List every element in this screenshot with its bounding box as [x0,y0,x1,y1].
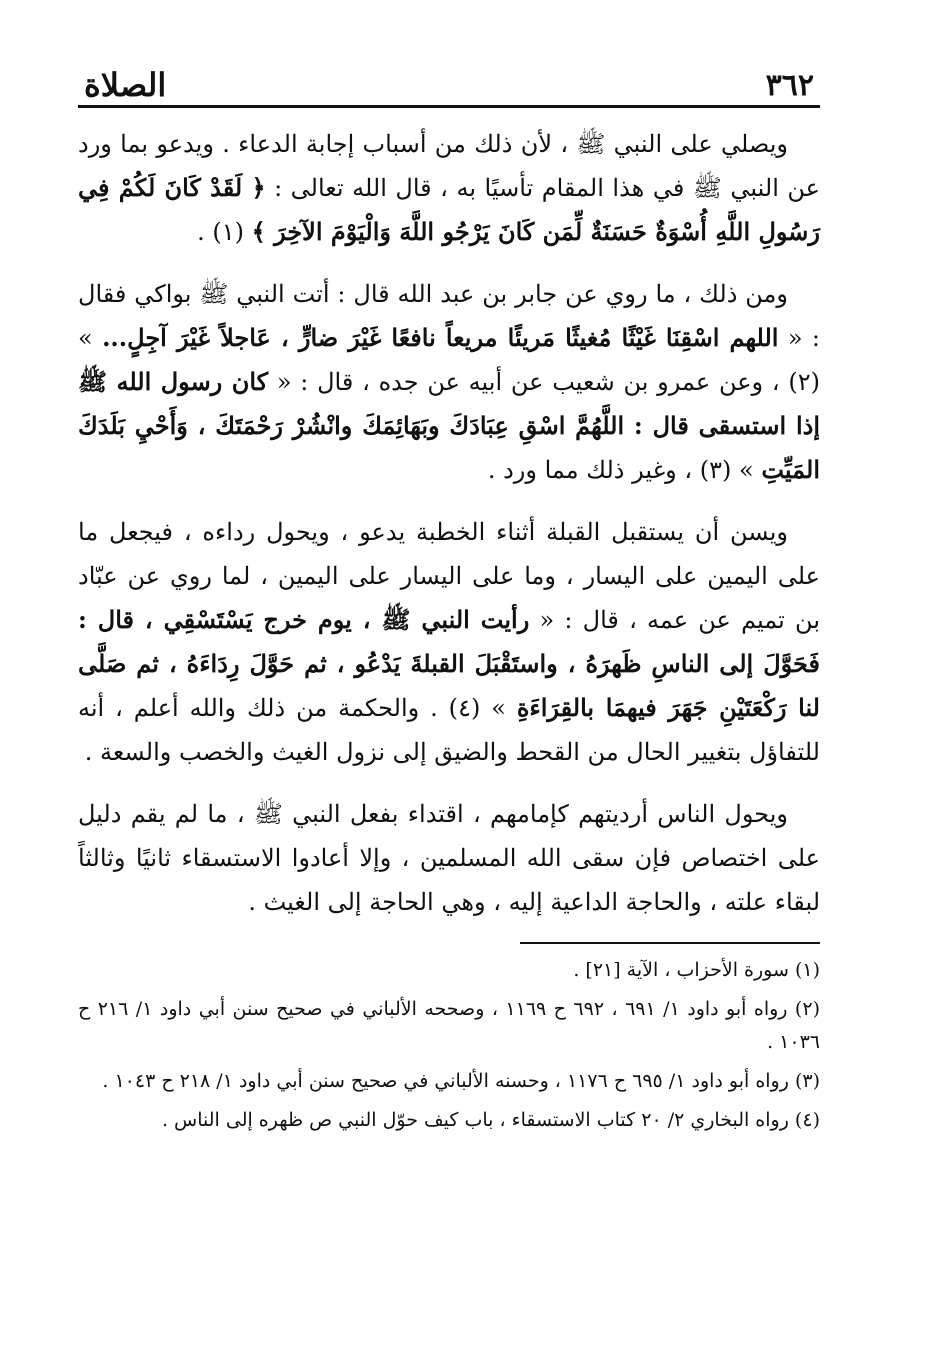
page-number: ٣٦٢ [765,68,814,103]
quoted-text: اللهم اسْقِنَا غَيْثًا مُغيثًا مَريئًا مريعاً نافعًا غَيْرَ ضارٍّ ، عَاجلاً غَيْرَ آجِلٍ... [102,323,779,352]
main-text [78,122,820,924]
quoted-text: ﴿ لَقَدْ كَانَ لَكُمْ فِي رَسُولِ اللَّهِ أُسْوَةٌ حَسَنَةٌ لِّمَن كَانَ يَرْجُو اللَّهَ وَالْيَوْمَ الآخِرَ ﴾ [78,173,820,246]
text-run: ومن ذلك ، ما روي عن جابر بن عبد الله قال : أتت النبي ﷺ بواكي فقال : « [78,280,821,352]
text-run: » (٢) ، وعن عمرو بن شعيب عن أبيه عن جده ، قال : « [78,324,820,396]
quoted-text: كان رسول الله ﷺ إذا استسقى قال : اللَّهُمَّ اسْقِ عِبَادَكَ وبَهَائِمَكَ وانْشُرْ رَحْمَتَكَ ، وَأَحْيِ بَلَدَكَ المَيِّتِ [78,367,820,484]
text-run: ويحول الناس أرديتهم كإمامهم ، اقتداء بفعل النبي ﷺ ، ما لم يقم دليل على اختصاص فإن سقى الله المسلمين ، وإلا أعادوا الاستسقاء ثانيًا وثالثاً لبقاء علته ، والحاجة الداعية إليه ، وهي الحاجة إلى الغيث . [78,800,820,916]
footnotes [78,954,820,1137]
page-header [78,60,820,108]
paragraph [78,792,820,924]
text-run: (١) . [197,218,252,246]
text-run: » (٣) ، وغير ذلك مما ورد . [487,456,762,484]
text-run: ويسن أن يستقبل القبلة أثناء الخطبة يدعو ، ويحول رداءه ، فيجعل ما على اليمين على اليسار ، وما على اليسار على اليمين ، لما روي عن عبّاد بن تميم عن عمه ، قال : « [78,518,820,634]
quoted-text: رأيت النبي ﷺ ، يوم خرج يَسْتَسْقِي ، قال : فَحَوَّلَ إلى الناسِ ظَهرَهُ ، واستَقْبَلَ القبلةَ يَدْعُو ، ثم حَوَّلَ رِدَاءَهُ ، ثم صَلَّى لنا رَكْعَتَيْنِ جَهَرَ فيهمَا بالقِرَاءَةِ [78,605,820,722]
paragraph [78,510,820,774]
text-run: » (٤) . والحكمة من ذلك والله أعلم ، أنه للتفاؤل بتغيير الحال من القحط والضيق إلى نزول الغيث والخصب والسعة . [78,694,820,766]
footnote-divider [520,942,820,944]
book-page [78,60,820,1143]
footnote: (٤) رواه البخاري ٢/ ٢٠ كتاب الاستسقاء ، باب كيف حوّل النبي ص ظهره إلى الناس . [161,1109,820,1131]
chapter-title: الصلاة [84,66,167,104]
text-run: ويصلي على النبي ﷺ ، لأن ذلك من أسباب إجابة الدعاء . ويدعو بما ورد عن النبي ﷺ في هذا المقام تأسيًا به ، قال الله تعالى : [78,130,820,202]
paragraph [78,122,820,254]
footnote: (٣) رواه أبو داود ١/ ٦٩٥ ح ١١٧٦ ، وحسنه الألباني في صحيح سنن أبي داود ١/ ٢١٨ ح ١٠٤٣ . [102,1070,820,1092]
footnote: (١) سورة الأحزاب ، الآية [٢١] . [573,959,820,981]
paragraph [78,272,820,492]
footnote: (٢) رواه أبو داود ١/ ٦٩١ ، ٦٩٢ ح ١١٦٩ ، وصححه الألباني في صحيح سنن أبي داود ١/ ٢١٦ ح ١٠٣٦ . [78,998,820,1053]
